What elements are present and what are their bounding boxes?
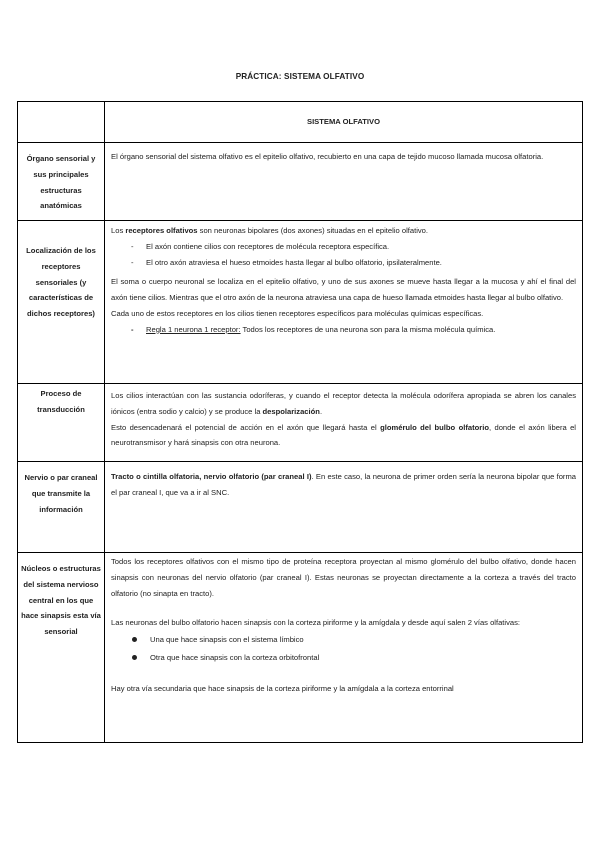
- localizacion-para2: El soma o cuerpo neuronal se localiza en el epitelio olfativo, y uno de sus axones se mueve hasta llegar a la mucosa y ahí el final del axón tiene cilios. Mientras que el otro axón de la neurona atraviesa una capa de hueso llamada etmoides hasta llegar al bulbo olfativo.: [111, 277, 576, 303]
- p1-pre: Los cilios interactúan con las sustancia odoríferas, y cuando el receptor detecta la molécula odorífera apropiada se abren los canales iónicos (entra sodio y calcio) y se produce la: [111, 391, 576, 416]
- header-empty-cell: [18, 102, 105, 143]
- rule-text: Todos los receptores de una neurona son para la misma molécula química.: [240, 324, 496, 334]
- row-content-organo: [105, 143, 583, 221]
- table-row-transduccion: [18, 384, 583, 462]
- row-label-localizacion: Localización de los receptores sensoriales (y características de dichos receptores): [18, 221, 105, 384]
- intro-post: son neuronas bipolares (dos axones) situadas en el epitelio olfativo.: [197, 226, 429, 235]
- list-item: [131, 649, 576, 667]
- row-content-localizacion: [105, 221, 583, 384]
- localizacion-para3: Cada uno de estos receptores en los cilios tienen receptores específicos para moléculas químicas específicas.: [111, 308, 484, 318]
- localizacion-intro: [111, 223, 576, 239]
- table-header-row: [18, 102, 583, 143]
- nucleos-p1: Todos los receptores olfativos con el mismo tipo de proteína receptora proyectan al mismo glomérulo del bulbo olfativo, donde hacen sinapsis con neuronas del nervio olfatorio (par craneal I). Estas neuronas se proyectan directamente a la corteza a través del tracto olfatorio (no sinapta en tracto).: [111, 557, 576, 598]
- nucleos-p2: Las neuronas del bulbo olfatorio hacen sinapsis con la corteza piriforme y la amígdala y desde aquí salen 2 vías olfativas:: [111, 618, 521, 628]
- row-content-nucleos: [105, 553, 583, 743]
- nucleos-bullets: [111, 631, 576, 667]
- nucleos-p3: Hay otra vía secundaria que hace sinapsis de la corteza piriforme y la amígdala a la corteza entorrinal: [111, 684, 454, 694]
- nervio-rest: . En este caso, la neurona de primer orden sería la neurona bipolar que forma el par craneal I, que va a ir al SNC.: [111, 472, 577, 497]
- document-title: PRÁCTICA: SISTEMA OLFATIVO: [235, 72, 365, 81]
- row-label-organo: Órgano sensorial y sus principales estructuras anatómicas: [18, 143, 105, 221]
- rule-label: Regla 1 neurona 1 receptor:: [146, 324, 241, 334]
- bullet-text: Una que hace sinapsis con el sistema límbico: [150, 635, 304, 645]
- row-content-transduccion: [105, 384, 583, 462]
- p1-post: .: [319, 406, 323, 416]
- intro-bold: receptores olfativos: [125, 226, 198, 235]
- list-item: - El axón contiene cilios con receptores de molécula receptora específica.: [131, 239, 576, 255]
- intro-pre: Los: [111, 226, 126, 235]
- row-label-nervio: Nervio o par craneal que transmite la información: [18, 462, 105, 553]
- nervio-text: [111, 469, 576, 501]
- p2-bold: glomérulo del bulbo olfatorio: [380, 422, 489, 432]
- header-title: SISTEMA OLFATIVO: [105, 102, 583, 143]
- list-item: [131, 322, 576, 338]
- row-label-transduccion: Proceso de transducción: [18, 384, 105, 462]
- p1-bold: despolarización: [262, 406, 320, 416]
- localizacion-bullets: [111, 239, 576, 271]
- bullet-icon: [132, 637, 137, 642]
- list-item: [131, 631, 576, 649]
- row-label-nucleos: Núcleos o estructuras del sistema nervioso central en los que hace sinapsis esta vía sensorial: [18, 553, 105, 743]
- nervio-bold: Tracto o cintilla olfatoria, nervio olfatorio (par craneal I): [111, 472, 312, 481]
- bullet-text: Otra que hace sinapsis con la corteza orbitofrontal: [150, 653, 320, 663]
- row-content-nervio: [105, 462, 583, 553]
- table-row-organo: [18, 143, 583, 221]
- content-table: [17, 101, 583, 743]
- table-row-localizacion: [18, 221, 583, 384]
- list-item: - El otro axón atraviesa el hueso etmoides hasta llegar al bulbo olfatorio, ipsilateralmente.: [131, 255, 576, 271]
- table-row-nucleos: [18, 553, 583, 743]
- transduccion-p2: [111, 420, 576, 452]
- organo-text: El órgano sensorial del sistema olfativo es el epitelio olfativo, recubierto en una capa de tejido mucoso llamada mucosa olfatoria.: [111, 152, 544, 161]
- p2-pre: Esto desencadenará el potencial de acción en el axón que llegará hasta el: [111, 422, 381, 432]
- transduccion-p1: [111, 388, 576, 420]
- p2-post: , donde el axón libera el neurotransmisor y hará sinapsis con otra neurona.: [111, 422, 576, 448]
- localizacion-rule: [111, 322, 576, 338]
- bullet-icon: [132, 655, 137, 660]
- table-row-nervio: [18, 462, 583, 553]
